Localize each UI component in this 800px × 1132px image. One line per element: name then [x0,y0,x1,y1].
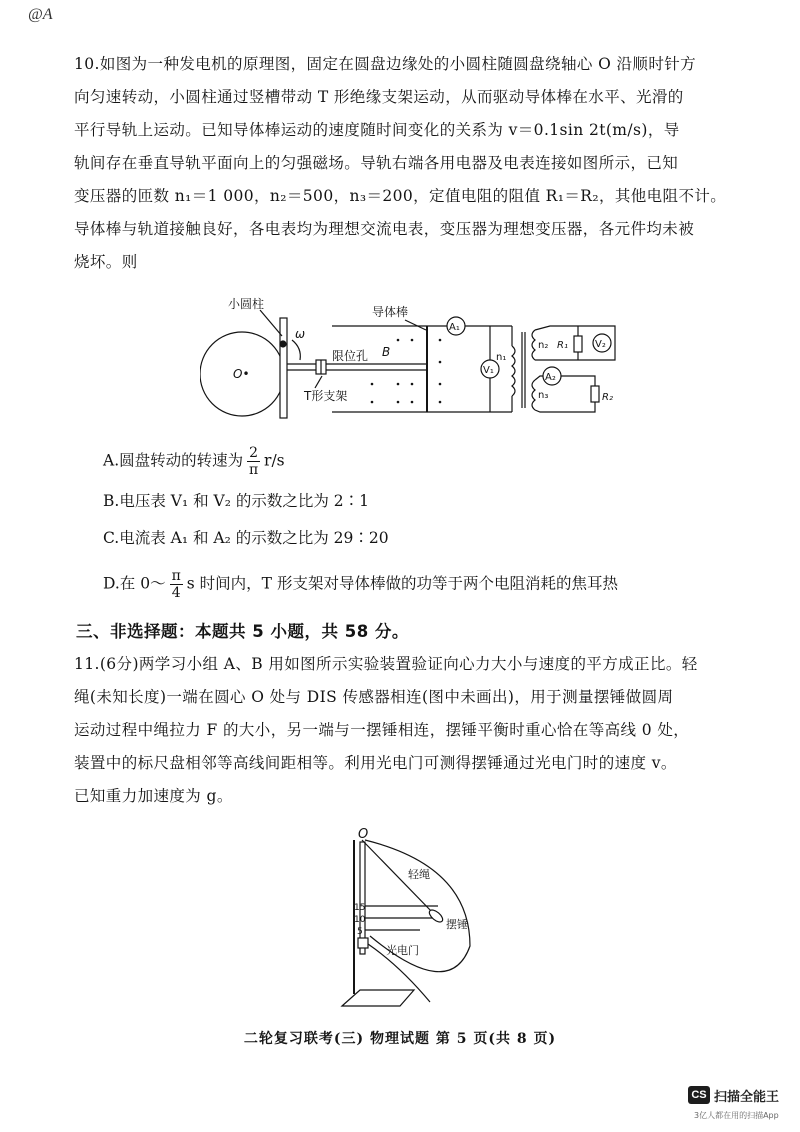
conductor-rod-label: 导体棒 [372,305,409,319]
rotation-arrow [292,340,300,360]
camscanner-logo: CS [688,1086,710,1104]
omega-label: ω [295,327,306,341]
option-d: D.在 0～ $\frac{\pi}{4}$ s 时间内，T 形支架对导体棒做的功等于两个电阻消耗的焦耳热 [103,568,618,601]
q10-line: 向匀速转动，小圆柱通过竖槽带动 T 形绝缘支架运动，从而驱动导体棒在水平、光滑的 [74,88,684,106]
bob-label: 摆锤 [446,918,468,931]
question-11-text [74,648,754,813]
ammeter-a1-label: A₁ [449,322,460,333]
secondary-coil-n2 [532,330,535,360]
generator-circuit-diagram [200,296,620,424]
q11-line: 绳(未知长度)一端在圆心 O 处与 DIS 传感器相连(图中未画出)，用于测量摆锤做圆周 [74,688,674,706]
photogate [358,938,368,948]
option-b: B.电压表 V₁ 和 V₂ 的示数之比为 2∶1 [103,492,369,510]
vertical-slot [280,318,287,418]
q11-line: 运动过程中绳拉力 F 的大小，另一端与一摆锤相连，摆锤平衡时重心恰在等高线 0 处， [74,721,690,739]
camscanner-slogan: 3亿人都在用的扫描App [694,1111,779,1120]
question-10-text [74,48,754,279]
voltmeter-v1-label: V₁ [483,365,494,376]
resistor-r1 [574,336,582,352]
t-bracket-label: T形支架 [304,389,348,403]
small-cylinder-label: 小圆柱 [228,297,265,311]
option-c: C.电流表 A₁ 和 A₂ 的示数之比为 29∶20 [103,529,389,547]
scanner-watermark [688,1084,792,1126]
secondary-coil-n3 [532,380,535,410]
pendulum-apparatus-diagram [330,826,480,1012]
option-d-fraction: $\frac{\pi}{4}$ [171,568,181,601]
r1-label: R₁ [557,340,568,351]
limit-hole-label: 限位孔 [332,349,369,363]
field-label: B [382,345,391,359]
q11-line: 装置中的标尺盘相邻等高线间距相等。利用光电门可测得摆锤通过光电门时的速度 v。 [74,754,677,772]
scale-bar [360,842,365,954]
q10-line: 变压器的匝数 n₁＝1 000，n₂＝500，n₃＝200，定值电阻的阻值 R₁＝R₂，其他电阻不计。 [74,187,727,205]
disc-center-label: O• [233,367,250,381]
option-a: A.圆盘转动的转速为 $\frac{2}{\pi}$ r/s [103,445,285,478]
r2-label: R₂ [602,392,613,403]
ammeter-a2-label: A₂ [545,372,556,383]
q10-line: 轨间存在垂直导轨平面向上的匀强磁场。导轨右端各用电器及电表连接如图所示，已知 [74,154,679,172]
n2-label: n₂ [538,340,549,351]
rope-label: 轻绳 [408,868,430,881]
voltmeter-v2-label: V₂ [595,339,606,350]
n1-label: n₁ [496,352,507,363]
photogate-label: 光电门 [386,944,419,957]
q10-line: 平行导轨上运动。已知导体棒运动的速度随时间变化的关系为 v＝0.1sin 2t(m/s)，导 [74,121,680,139]
n3-label: n₃ [538,390,549,401]
option-a-fraction: $\frac{2}{\pi}$ [248,445,259,478]
camscanner-name: 扫描全能王 [714,1090,780,1105]
q11-line: 11.(6分)两学习小组 A、B 用如图所示实验装置验证向心力大小与速度的平方成正比。轻 [74,655,698,673]
q11-line: 已知重力加速度为 g。 [74,787,233,805]
q10-line: 烧坏。则 [74,253,138,271]
q10-line: 10.如图为一种发电机的原理图，固定在圆盘边缘处的小圆柱随圆盘绕轴心 O 沿顺时针方 [74,55,697,73]
tick-15: 15 [354,903,366,913]
small-cylinder-pointer [260,310,282,336]
small-cylinder [280,341,286,347]
resistor-r2 [591,386,599,402]
tick-5: 5 [357,927,363,937]
corner-mark: @A [28,6,53,23]
tick-10: 10 [354,915,366,925]
conductor-rod-pointer [405,320,426,330]
section-3-heading: 三、非选择题：本题共 5 小题，共 58 分。 [76,622,409,641]
pendulum-bob [427,908,444,924]
primary-coil [512,346,515,396]
stand-base [342,990,414,1006]
t-bracket-pointer [315,376,322,388]
q10-line: 导体棒与轨道接触良好，各电表均为理想交流电表，变压器为理想变压器，各元件均未被 [74,220,695,238]
page-footer: 二轮复习联考(三) 物理试题 第 5 页(共 8 页) [243,1031,557,1047]
pivot-label: O [358,827,369,842]
